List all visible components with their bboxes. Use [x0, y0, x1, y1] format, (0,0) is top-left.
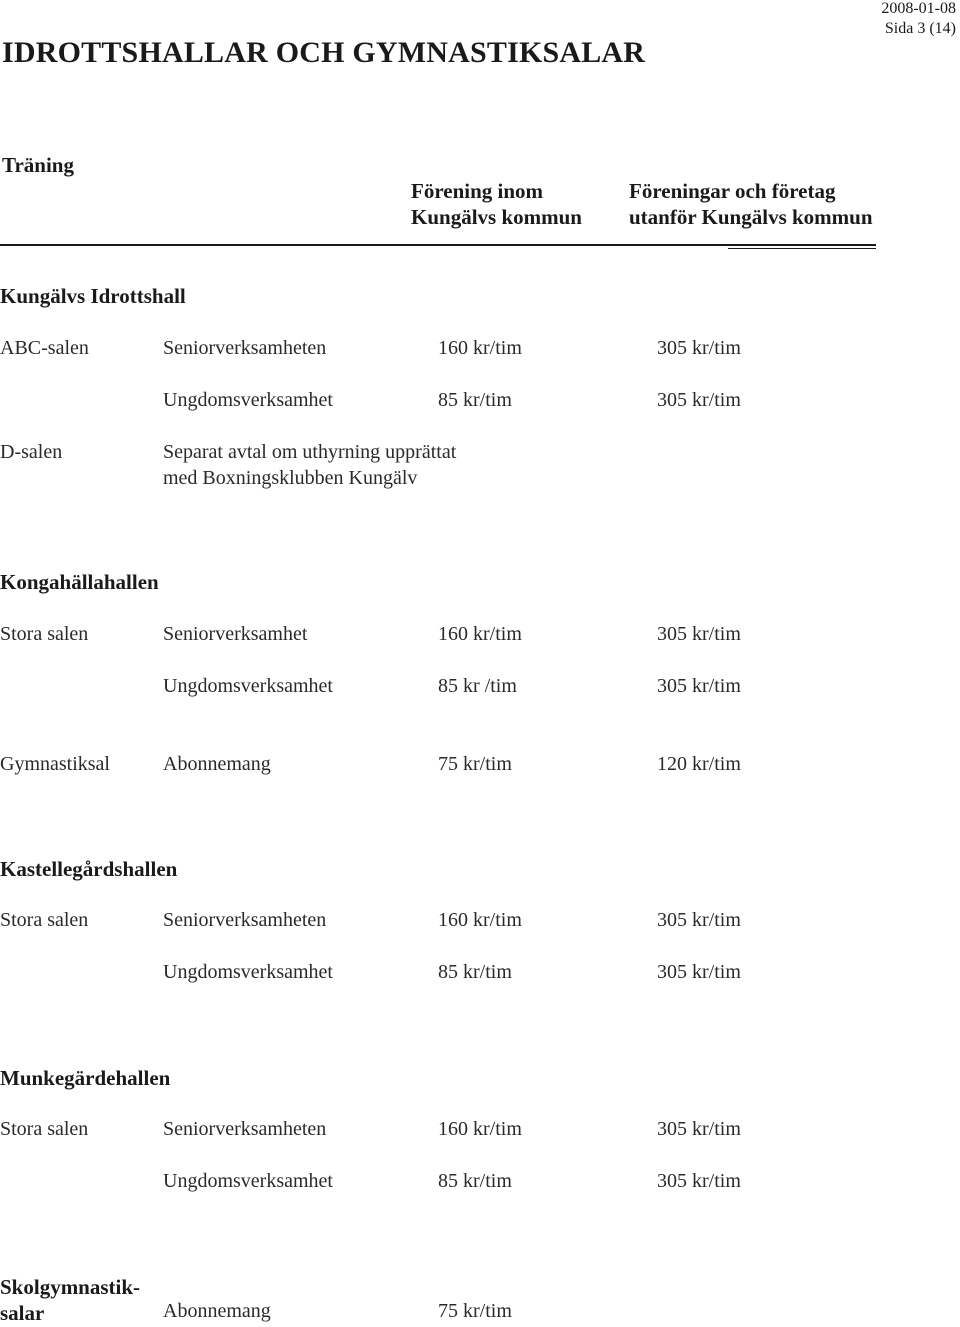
room-name: Stora salen: [0, 909, 89, 931]
venue-title: Kongahällahallen: [0, 570, 159, 594]
price-outside: 305 kr/tim: [657, 389, 741, 411]
activity-name: Seniorverksamheten: [163, 1118, 327, 1140]
venue-title-line: Skolgymnastik-: [0, 1275, 141, 1299]
price-inside: 160 kr/tim: [438, 909, 522, 931]
column-header-inside: [411, 178, 582, 230]
room-name: Stora salen: [0, 1118, 89, 1140]
activity-name: Abonnemang: [163, 753, 271, 775]
price-inside: 160 kr/tim: [438, 337, 522, 359]
room-name: D-salen: [0, 441, 63, 463]
column-header-outside: [629, 178, 873, 230]
activity-name: Seniorverksamhet: [163, 623, 308, 645]
activity-name: Ungdomsverksamhet: [163, 389, 333, 411]
price-inside: 85 kr /tim: [438, 675, 517, 697]
price-outside: 305 kr/tim: [657, 909, 741, 931]
price-inside: 160 kr/tim: [438, 623, 522, 645]
room-name: ABC-salen: [0, 337, 89, 359]
price-outside: 305 kr/tim: [657, 1170, 741, 1192]
venue-title: [0, 1274, 140, 1326]
activity-name: Ungdomsverksamhet: [163, 1170, 333, 1192]
price-outside: 120 kr/tim: [657, 753, 741, 775]
price-inside: 85 kr/tim: [438, 389, 512, 411]
header-divider: [0, 244, 876, 246]
activity-name: Ungdomsverksamhet: [163, 675, 333, 697]
venue-title-line: salar: [0, 1301, 45, 1325]
price-outside: 305 kr/tim: [657, 623, 741, 645]
room-name: Gymnastiksal: [0, 753, 110, 775]
document-date: 2008-01-08: [881, 0, 956, 17]
venue-title: Kastellegårdshallen: [0, 857, 178, 881]
price-outside: 305 kr/tim: [657, 1118, 741, 1140]
column-header-outside-line: utanför Kungälvs kommun: [629, 205, 873, 229]
agreement-note-line: Separat avtal om uthyrning upprättat: [163, 441, 457, 463]
agreement-note: [163, 439, 456, 491]
price-inside: 75 kr/tim: [438, 753, 512, 775]
price-inside: 75 kr/tim: [438, 1300, 512, 1322]
column-header-inside-line: Förening inom: [411, 179, 544, 203]
page-number: Sida 3 (14): [884, 20, 956, 37]
activity-name: Seniorverksamheten: [163, 337, 327, 359]
price-inside: 85 kr/tim: [438, 1170, 512, 1192]
document-title: IDROTTSHALLAR OCH GYMNASTIKSALAR: [2, 36, 646, 69]
activity-name: Abonnemang: [163, 1300, 271, 1322]
price-outside: 305 kr/tim: [657, 337, 741, 359]
venue-title: Munkegärdehallen: [0, 1066, 171, 1090]
price-outside: 305 kr/tim: [657, 961, 741, 983]
room-name: Stora salen: [0, 623, 89, 645]
column-header-outside-line: Föreningar och företag: [629, 179, 836, 203]
venue-title: Kungälvs Idrottshall: [0, 284, 186, 308]
header-divider-underline: [728, 248, 876, 249]
column-header-inside-line: Kungälvs kommun: [411, 205, 582, 229]
activity-name: Ungdomsverksamhet: [163, 961, 333, 983]
section-title: Träning: [2, 153, 74, 177]
activity-name: Seniorverksamheten: [163, 909, 327, 931]
price-outside: 305 kr/tim: [657, 675, 741, 697]
price-inside: 85 kr/tim: [438, 961, 512, 983]
agreement-note-line: med Boxningsklubben Kungälv: [163, 467, 418, 489]
price-inside: 160 kr/tim: [438, 1118, 522, 1140]
